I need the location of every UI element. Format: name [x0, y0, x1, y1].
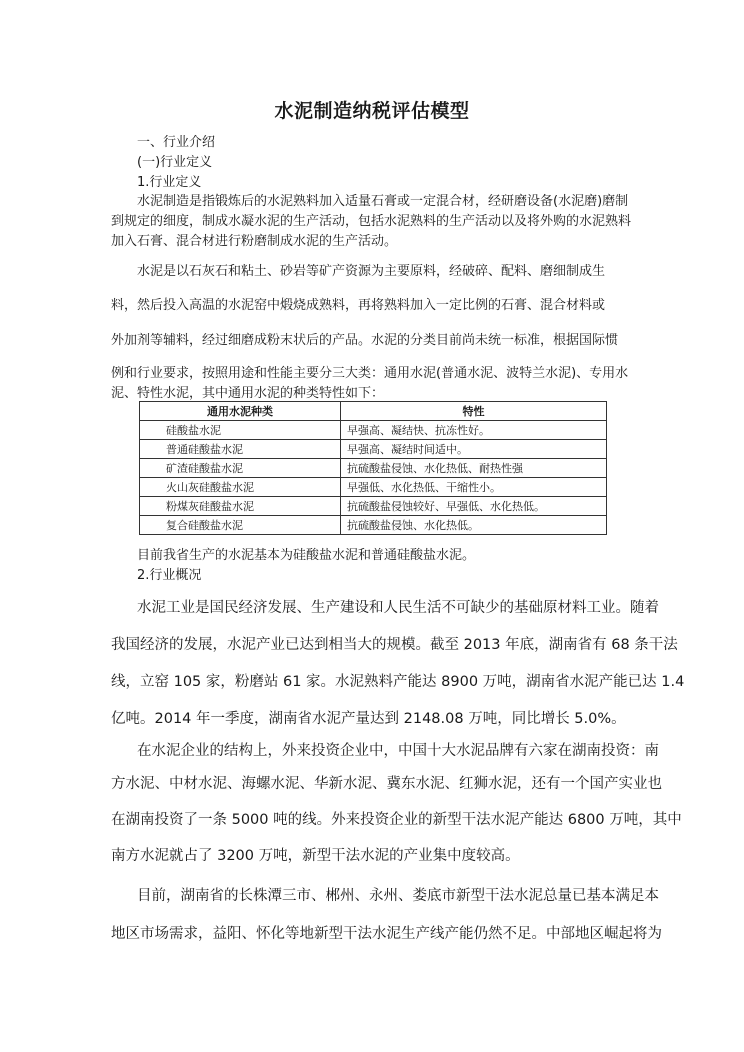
table-row: [140, 497, 607, 516]
table-cell-type: 复合硅酸盐水泥: [140, 516, 341, 535]
para1-line: 加入石膏、混合材进行粉磨制成水泥的生产活动。: [111, 234, 398, 249]
para3-line: 水泥工业是国民经济发展、生产建设和人民生活不可缺少的基础原材料工业。随着: [137, 600, 659, 616]
para1-line: 到规定的细度，制成水凝水泥的生产活动，包括水泥熟料的生产活动以及将外购的水泥熟料: [111, 214, 632, 229]
after-table-text: 目前我省生产的水泥基本为硅酸盐水泥和普通硅酸盐水泥。: [137, 548, 476, 563]
para3-line: 亿吨。2014 年一季度，湖南省水泥产量达到 2148.08 万吨，同比增长 5.0%。: [111, 711, 626, 727]
para1-line: 水泥制造是指锻炼后的水泥熟料加入适量石膏或一定混合材，经研磨设备(水泥磨)磨制: [137, 194, 629, 209]
para3-line: 线，立窑 105 家，粉磨站 61 家。水泥熟料产能达 8900 万吨，湖南省水泥产能已达 1.4: [111, 674, 685, 690]
para4-line: 方水泥、中材水泥、海螺水泥、华新水泥、冀东水泥、红狮水泥，还有一个国产实业也: [111, 776, 662, 792]
para2-line: 料，然后投入高温的水泥窑中煅烧成熟料，再将熟料加入一定比例的石膏、混合材料或: [111, 298, 606, 313]
table-header-property: 特性: [341, 402, 607, 421]
heading-section-1: 一、行业介绍: [137, 135, 216, 150]
para4-line: 在水泥企业的结构上，外来投资企业中，中国十大水泥品牌有六家在湖南投资：南: [137, 743, 659, 759]
table-row: [140, 478, 607, 497]
table-header-row: [140, 402, 607, 421]
table-row: [140, 421, 607, 440]
table-cell-property: 抗硫酸盐侵蚀、水化热低、耐热性强: [341, 459, 607, 478]
table-cell-type: 矿渣硅酸盐水泥: [140, 459, 341, 478]
table-cell-type: 粉煤灰硅酸盐水泥: [140, 497, 341, 516]
para3-line: 我国经济的发展，水泥产业已达到相当大的规模。截至 2013 年底，湖南省有 68 条干法: [111, 637, 678, 653]
document-title: 水泥制造纳税评估模型: [274, 100, 470, 122]
table-header-type: 通用水泥种类: [140, 402, 341, 421]
table-cell-property: 早强高、凝结时间适中。: [341, 440, 607, 459]
para2-line: 泥、特性水泥，其中通用水泥的种类特性如下：: [111, 386, 385, 401]
para5-line: 地区市场需求，益阳、怀化等地新型干法水泥生产线产能仍然不足。中部地区崛起将为: [111, 926, 662, 942]
para2-line: 例和行业要求，按照用途和性能主要分三大类：通用水泥(普通水泥、波特兰水泥)、专用水: [111, 366, 629, 381]
para4-line: 南方水泥就占了 3200 万吨，新型干法水泥的产业集中度较高。: [111, 848, 520, 864]
heading-overview: 2.行业概况: [137, 568, 202, 583]
table-cell-property: 抗硫酸盐侵蚀较好、早强低、水化热低。: [341, 497, 607, 516]
table-row: [140, 516, 607, 535]
table-cell-type: 普通硅酸盐水泥: [140, 440, 341, 459]
table-cell-type: 火山灰硅酸盐水泥: [140, 478, 341, 497]
table-cell-property: 早强高、凝结快、抗冻性好。: [341, 421, 607, 440]
para4-line: 在湖南投资了一条 5000 吨的线。外来投资企业的新型干法水泥产能达 6800 万吨，其中: [111, 812, 682, 828]
cement-types-table: [139, 401, 607, 535]
heading-definition: 1.行业定义: [137, 175, 202, 190]
table-row: [140, 440, 607, 459]
para2-line: 水泥是以石灰石和粘土、砂岩等矿产资源为主要原料，经破碎、配料、磨细制成生: [137, 264, 606, 279]
table-cell-property: 早强低、水化热低、干缩性小。: [341, 478, 607, 497]
para2-line: 外加剂等辅料，经过细磨成粉末状后的产品。水泥的分类目前尚未统一标准，根据国际惯: [111, 333, 619, 348]
table-cell-property: 抗硫酸盐侵蚀、水化热低。: [341, 516, 607, 535]
para5-line: 目前，湖南省的长株潭三市、郴州、永州、娄底市新型干法水泥总量已基本满足本: [137, 888, 659, 904]
table-cell-type: 硅酸盐水泥: [140, 421, 341, 440]
heading-subsection-1: (一)行业定义: [137, 155, 213, 170]
table-row: [140, 459, 607, 478]
